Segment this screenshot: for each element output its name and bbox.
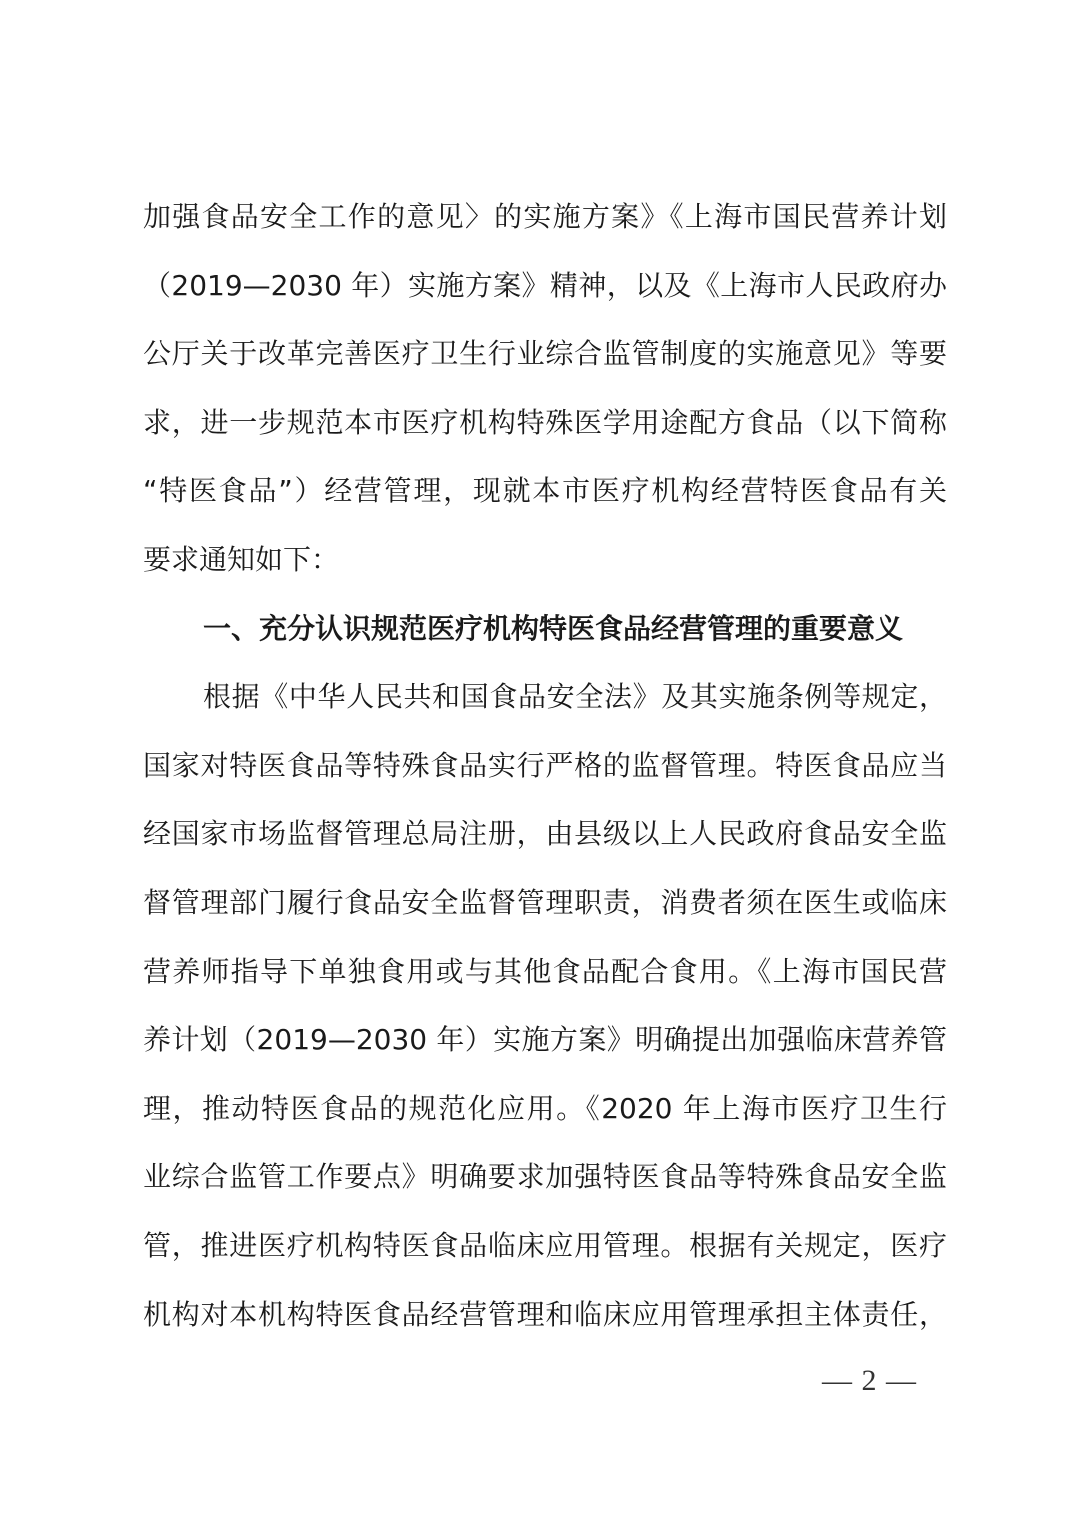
text-line: 理，推动特医食品的规范化应用。《2020 年上海市医疗卫生行 [143, 1091, 947, 1125]
text-line: 要求通知如下： [143, 542, 340, 576]
text-line: 经国家市场监督管理总局注册，由县级以上人民政府食品安全监 [143, 817, 947, 851]
text-line: 根据《中华人民共和国食品安全法》及其实施条例等规定， [203, 680, 947, 714]
text-line: 机构对本机构特医食品经营管理和临床应用管理承担主体责任， [143, 1297, 947, 1331]
document-body-text [143, 183, 947, 1349]
text-line: 督管理部门履行食品安全监督管理职责，消费者须在医生或临床 [143, 885, 947, 919]
text-line: “特医食品”）经营管理，现就本市医疗机构经营特医食品有关 [143, 474, 947, 508]
page-number: — 2 — [822, 1364, 917, 1397]
section-heading: 一、充分认识规范医疗机构特医食品经营管理的重要意义 [203, 611, 904, 645]
text-line: 公厅关于改革完善医疗卫生行业综合监管制度的实施意见》等要 [143, 337, 947, 371]
text-line: 求，进一步规范本市医疗机构特殊医学用途配方食品（以下简称 [143, 405, 947, 439]
text-line: 业综合监管工作要点》明确要求加强特医食品等特殊食品安全监 [143, 1160, 947, 1194]
text-line: （2019—2030 年）实施方案》精神，以及《上海市人民政府办 [143, 268, 947, 302]
text-line: 管，推进医疗机构特医食品临床应用管理。根据有关规定，医疗 [143, 1228, 947, 1262]
text-line: 营养师指导下单独食用或与其他食品配合食用。《上海市国民营 [143, 954, 947, 988]
text-line: 国家对特医食品等特殊食品实行严格的监督管理。特医食品应当 [143, 748, 947, 782]
text-line: 养计划（2019—2030 年）实施方案》明确提出加强临床营养管 [143, 1023, 947, 1057]
text-line: 加强食品安全工作的意见〉的实施方案》《上海市国民营养计划 [143, 200, 947, 233]
